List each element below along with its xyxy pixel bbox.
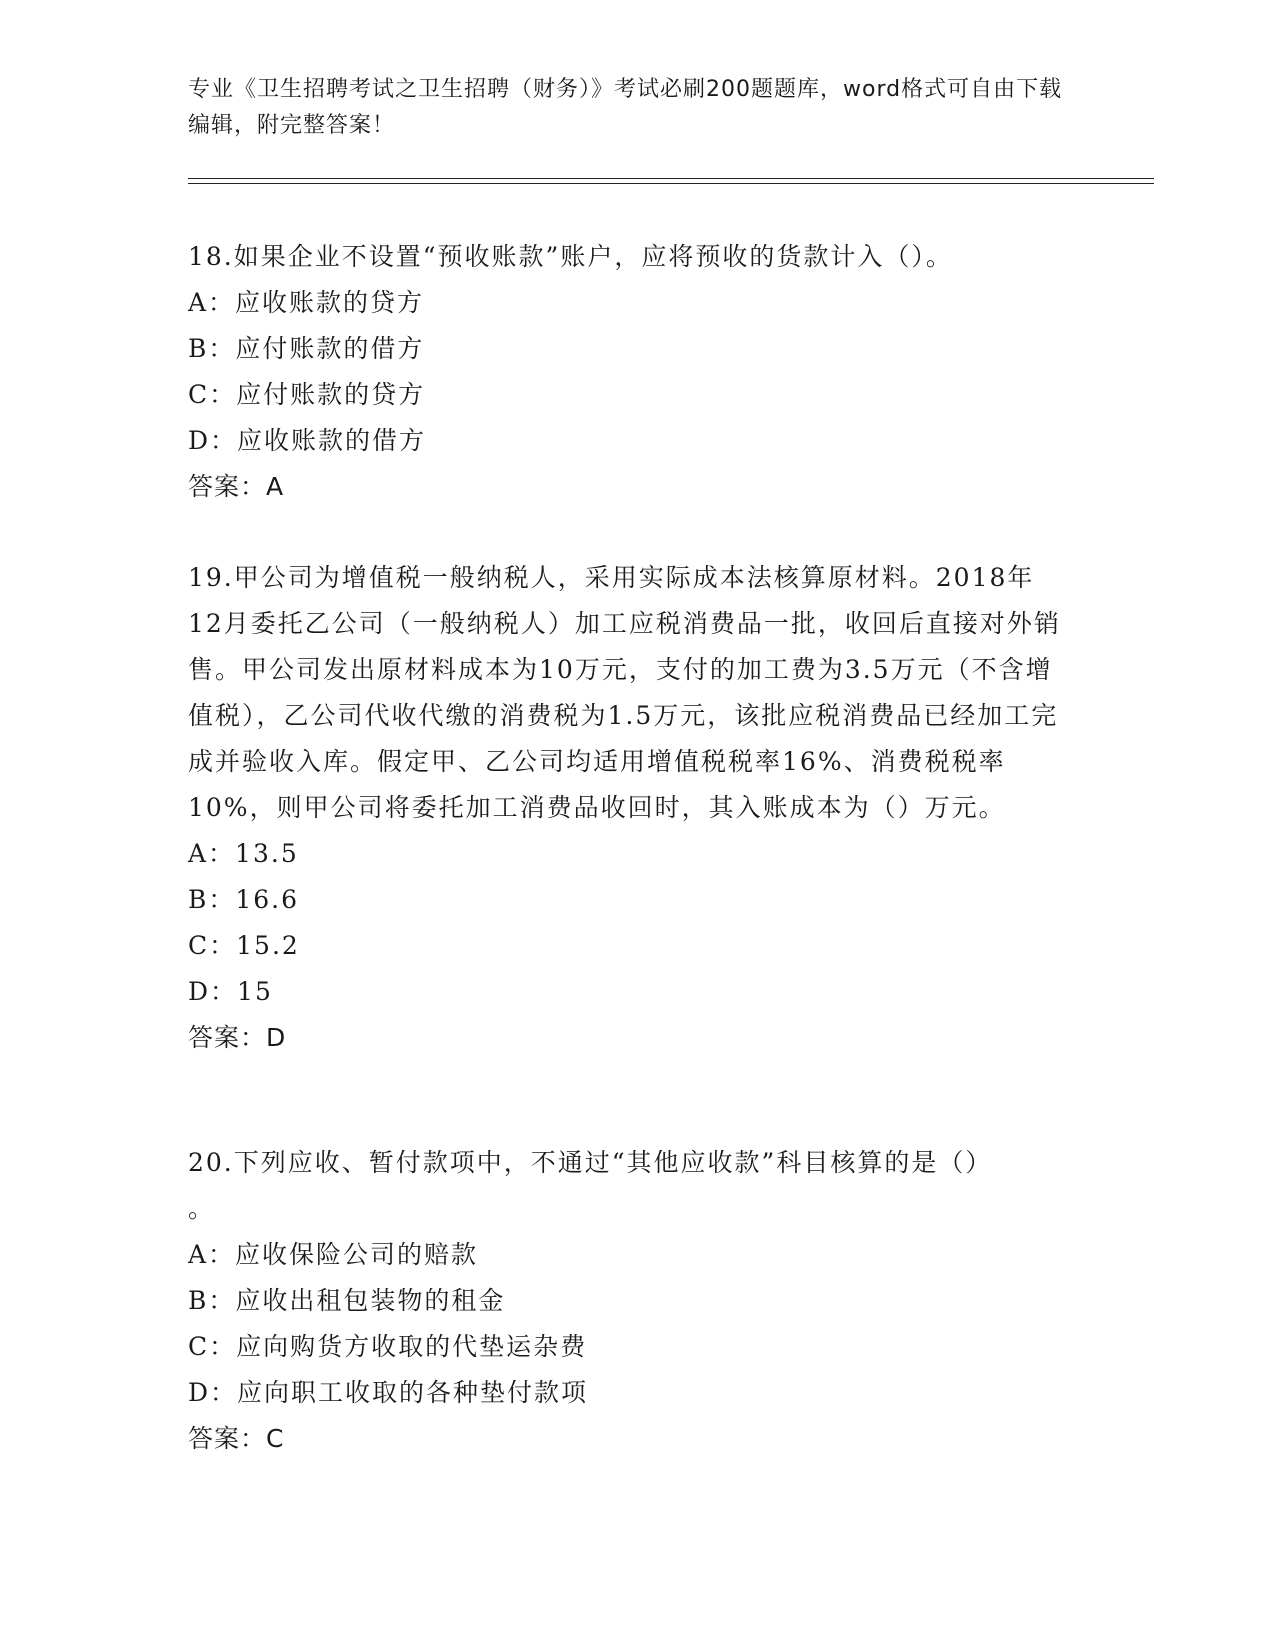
option-c: C：15.2: [188, 931, 300, 960]
option-c: C：应付账款的贷方: [188, 380, 426, 409]
header-divider-bottom: [188, 183, 1154, 184]
option-b: B：应付账款的借方: [188, 334, 425, 363]
option-a: A：13.5: [188, 839, 299, 868]
header-text: 专业《卫生招聘考试之卫生招聘（财务）》考试必刷200题题库，word格式可自由下载编辑，附完整答案！: [188, 77, 1063, 138]
question-18: [188, 234, 1088, 510]
header-divider-top: [188, 178, 1154, 179]
question-stem: 18.如果企业不设置“预收账款”账户，应将预收的货款计入（）。: [188, 242, 953, 271]
option-d: D：15: [188, 977, 273, 1006]
document-header: [188, 72, 1078, 144]
option-c: C：应向购货方收取的代垫运杂费: [188, 1332, 588, 1361]
option-b: B：16.6: [188, 885, 300, 914]
option-b: B：应收出租包装物的租金: [188, 1286, 506, 1315]
option-a: A：应收账款的贷方: [188, 288, 425, 317]
option-d: D：应向职工收取的各种垫付款项: [188, 1378, 589, 1407]
question-stem: 19.甲公司为增值税一般纳税人，采用实际成本法核算原材料。2018年12月委托乙公司（一般纳税人）加工应税消费品一批，收回后直接对外销售。甲公司发出原材料成本为10万元，支付的加工费为3.5万元（不含增值税），乙公司代收代缴的消费税为1.5万元，该批应税消费品已经加工完成并验收入库。假定甲、乙公司均适用增值税税率16%、消费税税率10%，则甲公司将委托加工消费品收回时，其入账成本为（）万元。: [188, 563, 1061, 822]
answer: 答案：A: [188, 472, 285, 501]
question-stem-tail: 。: [188, 1194, 216, 1223]
question-19: [188, 555, 1088, 1061]
answer: 答案：C: [188, 1424, 285, 1453]
question-20: [188, 1140, 1088, 1462]
answer: 答案：D: [188, 1023, 287, 1052]
option-a: A：应收保险公司的赔款: [188, 1240, 479, 1269]
question-stem: 20.下列应收、暂付款项中，不通过“其他应收款”科目核算的是（）: [188, 1148, 993, 1177]
option-d: D：应收账款的借方: [188, 426, 427, 455]
